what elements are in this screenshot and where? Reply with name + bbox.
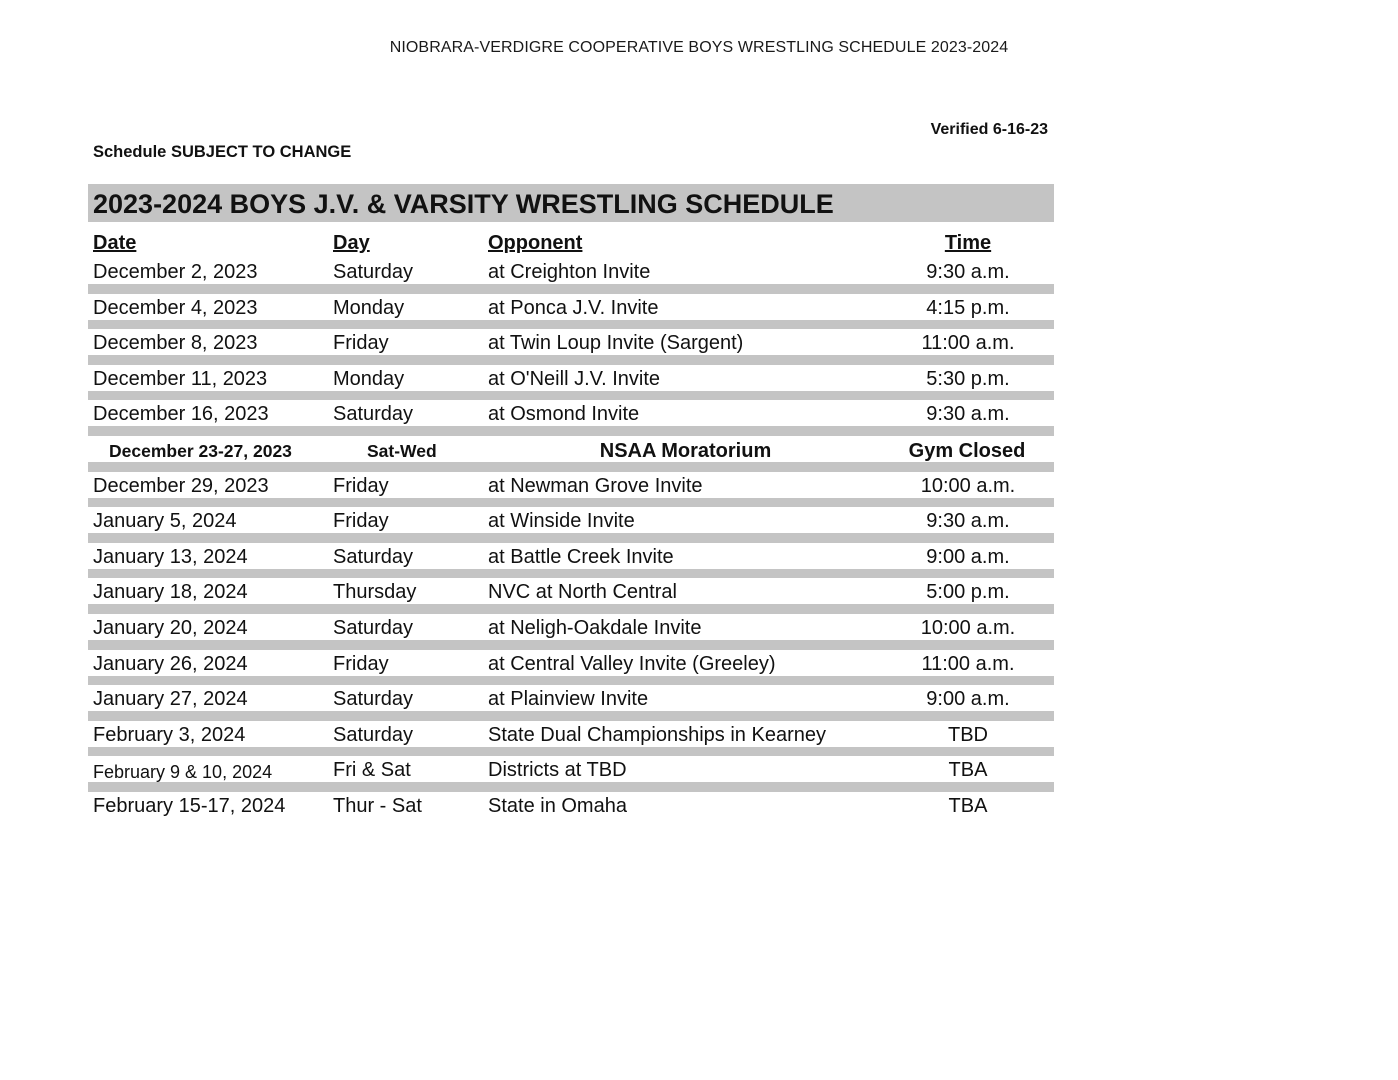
row-day: Friday — [333, 474, 389, 497]
row-separator — [88, 711, 1054, 721]
row-day: Saturday — [333, 616, 414, 639]
row-opponent: at Plainview Invite — [488, 688, 649, 711]
row-date: February 15-17, 2024 — [93, 794, 286, 817]
row-separator — [88, 640, 1054, 650]
column-header-time: Time — [944, 232, 992, 254]
row-time: 9:00 a.m. — [926, 688, 1010, 711]
row-opponent: at Twin Loup Invite (Sargent) — [488, 332, 744, 355]
table-row — [88, 721, 1054, 747]
table-row — [88, 365, 1054, 391]
row-time: 11:00 a.m. — [921, 332, 1015, 355]
row-day: Saturday — [333, 688, 414, 711]
row-separator — [88, 747, 1054, 757]
row-time: Gym Closed — [908, 439, 1026, 462]
row-opponent: at Creighton Invite — [488, 261, 651, 283]
column-header-row — [88, 222, 1054, 258]
row-day: Monday — [333, 296, 405, 319]
table-row — [88, 756, 1054, 782]
row-date: December 8, 2023 — [93, 332, 258, 355]
row-opponent: at Battle Creek Invite — [488, 545, 674, 568]
table-row — [88, 400, 1054, 426]
row-day: Thursday — [333, 581, 417, 604]
row-day: Thur - Sat — [333, 794, 422, 817]
row-time: TBA — [948, 759, 988, 782]
row-date: January 5, 2024 — [93, 510, 237, 533]
table-row — [88, 507, 1054, 533]
column-header-date: Date — [93, 232, 137, 254]
column-header-opponent: Opponent — [488, 232, 583, 254]
row-opponent: at Ponca J.V. Invite — [488, 296, 659, 319]
row-time: 10:00 a.m. — [920, 474, 1016, 497]
row-date: December 16, 2023 — [93, 403, 269, 426]
row-separator — [88, 533, 1054, 543]
row-opponent: State Dual Championships in Kearney — [488, 723, 826, 746]
row-day: Monday — [333, 367, 405, 390]
row-separator — [88, 426, 1054, 436]
row-day: Fri & Sat — [333, 759, 411, 782]
row-opponent: at O'Neill J.V. Invite — [488, 367, 661, 390]
row-opponent: NSAA Moratorium — [599, 439, 772, 462]
row-time: 9:30 a.m. — [926, 510, 1010, 533]
row-date: January 20, 2024 — [93, 616, 248, 639]
row-date: December 23-27, 2023 — [109, 440, 292, 461]
row-opponent: at Winside Invite — [488, 510, 635, 533]
row-day: Saturday — [333, 261, 414, 283]
row-day: Saturday — [333, 723, 414, 746]
row-separator — [88, 355, 1054, 365]
row-time: TBD — [948, 723, 988, 746]
table-row — [88, 329, 1054, 355]
row-opponent: NVC at North Central — [488, 581, 677, 604]
row-time: 9:00 a.m. — [926, 545, 1010, 568]
column-header-day: Day — [333, 232, 370, 254]
schedule-heading: 2023-2024 BOYS J.V. & VARSITY WRESTLING SCHEDULE — [88, 184, 1054, 222]
table-row — [88, 614, 1054, 640]
row-opponent: State in Omaha — [488, 794, 627, 817]
row-separator — [88, 320, 1054, 330]
row-date: December 11, 2023 — [93, 367, 268, 390]
row-separator — [88, 569, 1054, 579]
row-opponent: at Neligh-Oakdale Invite — [488, 616, 702, 639]
table-row — [88, 472, 1054, 498]
row-separator — [88, 604, 1054, 614]
row-time: 10:00 a.m. — [920, 616, 1016, 639]
row-separator — [88, 782, 1054, 792]
row-time: 9:30 a.m. — [926, 261, 1010, 283]
change-notice: Schedule SUBJECT TO CHANGE — [93, 143, 352, 161]
row-separator — [88, 391, 1054, 401]
table-row — [88, 294, 1054, 320]
row-time: TBA — [948, 794, 988, 817]
row-day: Sat-Wed — [367, 440, 437, 461]
row-day: Friday — [333, 510, 389, 533]
row-opponent: at Central Valley Invite (Greeley) — [488, 652, 776, 675]
row-time: 9:30 a.m. — [926, 403, 1010, 426]
moratorium-row — [88, 436, 1054, 462]
row-opponent: at Newman Grove Invite — [488, 474, 703, 497]
row-date: January 13, 2024 — [93, 545, 248, 568]
table-row — [88, 685, 1054, 711]
table-row — [88, 258, 1054, 284]
row-time: 5:30 p.m. — [926, 367, 1010, 390]
table-row — [88, 543, 1054, 569]
row-separator — [88, 676, 1054, 686]
table-row — [88, 792, 1054, 818]
table-row — [88, 578, 1054, 604]
row-opponent: at Osmond Invite — [488, 403, 640, 426]
row-opponent: Districts at TBD — [488, 759, 627, 782]
row-time: 4:15 p.m. — [926, 296, 1010, 319]
row-date: January 27, 2024 — [93, 688, 248, 711]
row-day: Friday — [333, 652, 389, 675]
row-date: December 29, 2023 — [93, 474, 269, 497]
row-day: Saturday — [333, 403, 414, 426]
row-separator — [88, 462, 1054, 472]
row-day: Saturday — [333, 545, 414, 568]
row-date: December 4, 2023 — [93, 296, 258, 319]
row-date: February 9 & 10, 2024 — [93, 762, 273, 783]
row-time: 5:00 p.m. — [926, 581, 1010, 604]
row-day: Friday — [333, 332, 389, 355]
row-date: February 3, 2024 — [93, 723, 246, 746]
row-time: 11:00 a.m. — [921, 652, 1015, 675]
row-separator — [88, 284, 1054, 294]
row-date: January 18, 2024 — [93, 581, 248, 604]
document-title: NIOBRARA-VERDIGRE COOPERATIVE BOYS WRESTLING SCHEDULE 2023-2024 — [389, 39, 1009, 56]
table-row — [88, 650, 1054, 676]
verified-date: Verified 6-16-23 — [930, 121, 1048, 138]
row-separator — [88, 498, 1054, 508]
schedule-table — [88, 184, 1054, 818]
row-date: December 2, 2023 — [93, 261, 258, 283]
row-date: January 26, 2024 — [93, 652, 248, 675]
